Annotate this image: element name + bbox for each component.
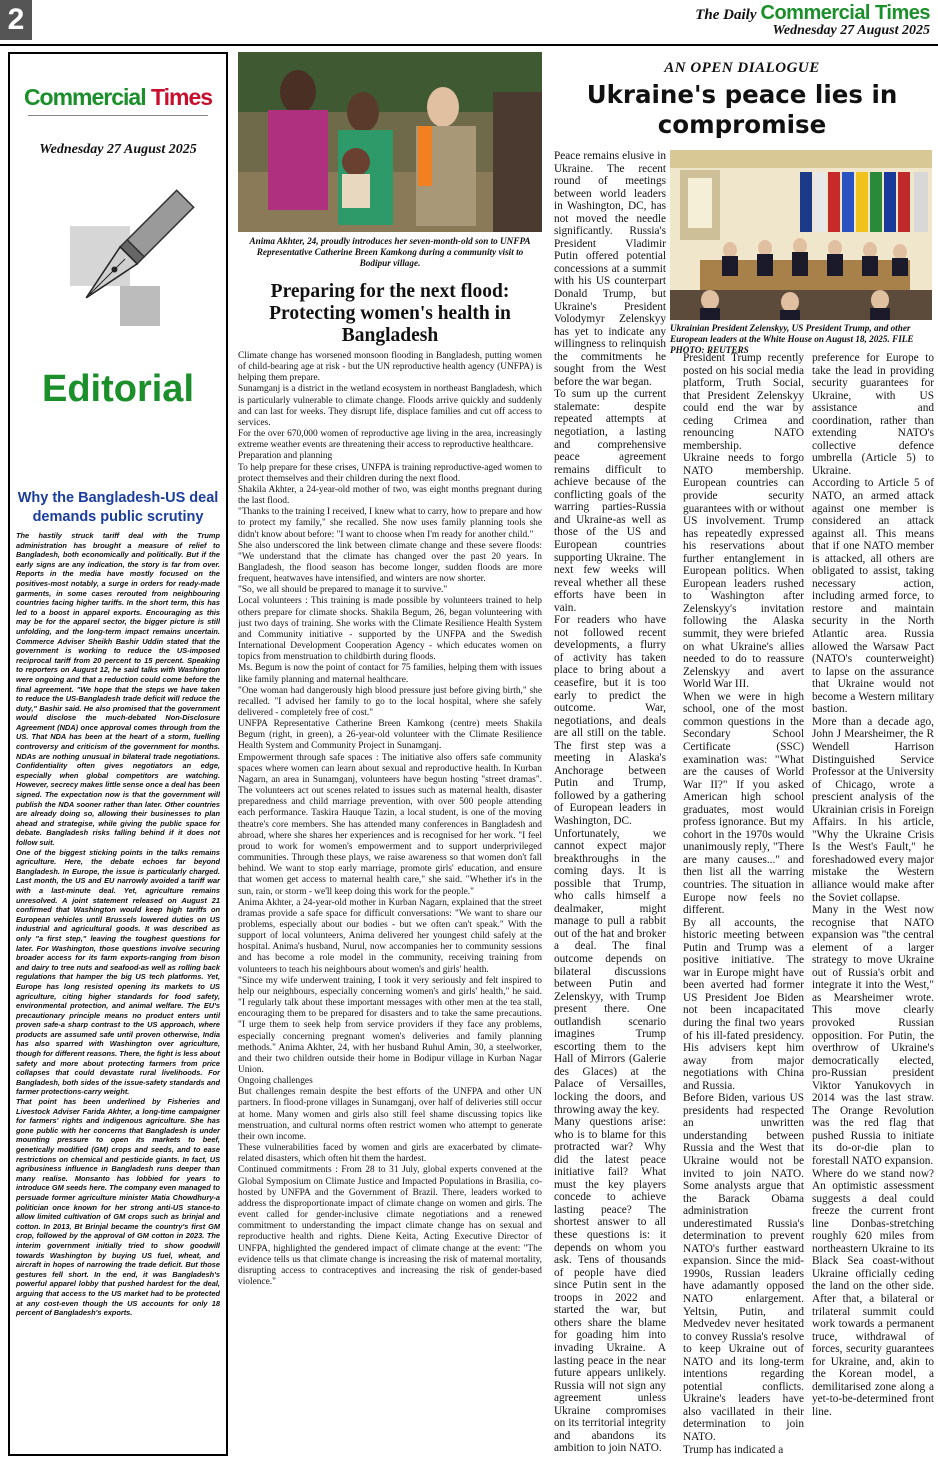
article-paragraph: She also underscored the link between climate change and these severe floods: "We understand that the climate has changed over the past 20 years. In Bangladesh, the flood season has become longer, sudden floods are more frequent, heatwaves have intensified, and winters are now shorter. [238, 540, 542, 585]
ukraine-paragraph: Many in the West now recognise that NATO expansion was "the central element of a larger strategy to move Ukraine out of Russia's orbit and integrate it into the West," as Mearsheimer wrote. This move clearly provoked Russian opposition. For Putin, the overthrow of Ukraine's democratically elected, pro-Russian president Viktor Yanukovych in 2014 was the last straw. The Orange Revolution was the red flag that pushed Russia to initiate its do-or-die plan to forestall NATO expansion. [812, 904, 934, 1167]
masthead-brand: Commercial Times [760, 2, 930, 24]
ukraine-paragraph: By all accounts, the historic meeting between Putin and Trump was a positive initiative. The war in Europe might have been averted had former US President Joe Biden not been incapacitated during the final two years of his ill-fated presidency. His advisers kept him away from major negotiations with China and Russia. [683, 916, 804, 1092]
masthead-date: Wednesday 27 August 2025 [772, 23, 930, 38]
ukraine-paragraph: To sum up the current stalemate: despite repeated attempts at negotiation, a lasting and comprehensive peace agreement remains difficult to achieve because of the conflicting goals of the warring parties-Russia and Ukraine-as well as those of the US and European countries supporting Ukraine. The next few weeks will reveal whether all these efforts have been in vain. [554, 388, 666, 614]
header-rule [0, 44, 938, 46]
ukraine-paragraph: Many questions arise: who is to blame for this protracted war? Why did the latest peace initiative fail? What must the key players concede to achieve lasting peace? The shortest answer to all these questions is: it depends on whom you ask. Tens of thousands of people have died since Putin sent in the troops in 2022 and started the war, but others share the blame for goading him into invading Ukraine. A lasting peace in the near future appears unlikely. Russia will not sign any agreement unless Ukraine compromises on its territorial integrity and abandons its ambition to join NATO. [554, 1116, 666, 1455]
editorial-sidebar [8, 52, 228, 1456]
photo-caption: Anima Akhter, 24, proudly introduces her seven-month-old son to UNFPA Representative Catherine Breen Kamkong during a community visit to Bodipur village. [249, 236, 531, 268]
article-paragraph: UNFPA Representative Catherine Breen Kamkong (centre) meets Shakila Begum (right, in green), a 26-year-old volunteer with the Climate Resilience Health System and Community Project in Sunamganj. [238, 719, 542, 752]
article-paragraph: "So, we all should be prepared to manage it to survive." [238, 585, 448, 596]
ukraine-paragraph: More than a decade ago, John J Mearsheimer, the R Wendell Harrison Distinguished Service Professor at the University of Chicago, wrote a prescient analysis of the Ukrainian crisis in Foreign Affairs. In his article, "Why the Ukraine Crisis Is the West's Fault," he foreshadowed every major mistake the Western alliance would make after the Soviet collapse. [812, 715, 934, 904]
article-photo-white-house [670, 150, 932, 320]
ukraine-headline: Ukraine's peace lies in compromise [586, 80, 898, 139]
section-title: Editorial [41, 368, 195, 410]
article-paragraph: Sunamganj is a district in the wetland ecosystem in northeast Bangladesh, which is particularly vulnerable to climate change. Floods arrive quickly and suddenly and can last for weeks. They disrupt life, displace families and cut off access to services. [238, 384, 542, 428]
editorial-paragraph: That point has been underlined by Fisheries and Livestock Adviser Farida Akhter, a long-time campaigner for farmers' rights and indigenous agriculture. She has gone public with her concerns that Bangladesh is under mounting pressure to open its markets to beef, genetically modified (GM) crops and seeds, and to ease restrictions on chemical and pesticide giants. In fact, US agribusiness influence in Bangladesh runs deeper than many realise. Monsanto has lobbied for years to introduce GM seeds here. The company even managed to persuade former agriculture minister Matia Chowdhury-a politician once known for her strong anti-US stance-to allow limited cultivation of GM crops such as brinjal and cotton. In 2013, Bt Brinjal became the country's first GM crop, followed by the approval of GM cotton in 2023. The interim government initially tried to show goodwill towards Washington by buying US fuel, wheat, and aircraft in hopes of narrowing the trade deficit. But those gestures fell short. In the end, it was Bangladesh's powerful apparel lobby that pushed hardest for the deal, arguing that access to the US market had to be protected at any cost-even though the US accounts for only 18 percent of Bangladesh's exports. [16, 1097, 220, 1318]
ukraine-paragraph: Trump has indicated a [683, 1443, 784, 1456]
ukraine-paragraph: Peace remains elusive in Ukraine. The recent round of meetings between world leaders in Washington, DC, has not moved the needle significantly. Russia's President Vladimir Putin offered potential concessions at a summit with his US counterpart Donald Trump, but Ukraine's President Volodymyr Zelenskyy has yet to indicate any willingness to relinquish the commitments he sought from the West before the war began. [554, 150, 666, 388]
masthead-daily: The Daily [695, 7, 757, 23]
page-number: 2 [0, 0, 32, 40]
article-paragraph: These vulnerabilities faced by women and girls are exacerbated by climate-related disasters, which often hit them the hardest. [238, 1143, 542, 1165]
ukraine-column-2 [683, 352, 804, 1456]
sidebar-logo-rule [28, 115, 208, 116]
editorial-paragraph: One of the biggest sticking points in the talks remains agriculture. Here, the debate echoes far beyond Bangladesh. In Europe, the issue is particularly charged. Last month, the US and EU narrowly avoided a tariff war with a last-minute deal. Yet, agriculture remains unresolved. A joint statement released on August 21 confirmed that Washington would keep high tariffs on European vehicles until Brussels lowered duties on US industrial and agricultural goods. It was described as only "a first step," leaving the toughest questions for later. For Washington, those questions involve securing broader access for its farm exports-ranging from bison and dairy to tree nuts and seafood-as well as rolling back regulations that hamper the big US tech platforms. Yet, Europe has long resisted opening its markets to US agriculture, citing higher standards for food safety, environmental protection, and animal welfare. The EU's precautionary principle means no product enters until proven safe-a sharp contrast to the US approach, where products are assumed safe until proven otherwise, India has also sparred with Washington over agriculture, though for different reasons. There, the fight is less about safety and more about protecting farmers from price collapses that could devastate rural livelihoods. For Bangladesh, both sides of the issue-safety standards and farmer protections-carry weight. [16, 847, 220, 1097]
flood-article [238, 52, 542, 1456]
ukraine-column-3 [812, 352, 934, 1456]
ukraine-column-1 [554, 150, 666, 1456]
article-paragraph: "Since my wife underwent training, I took it very seriously and felt inspired to help our neighbours, especially concerning women's and girls' health," he said. "I regularly talk about these important messages with other men at the tea stall, encouraging them to be prepared for disasters and to take the same precautions. "I urge them to seek help from service providers if they face any problems, especially concerning pregnant women's deliveries and family planning methods." Anima Akhter, 24, with her husband Ruhul Amin, 30, a steelworker, and their two children outside their home in Bodipur village in Kurban Nagar Union. [238, 975, 542, 1075]
ukraine-paragraph: Where do we stand now? An optimistic assessment suggests a deal could freeze the current front line Donbas-stretching roughly 620 miles from northeastern Ukraine to its Black Sea coast-without Ukraine officially ceding the land on the other side. After that, a bilateral or trilateral summit could work towards a permanent truce, withdrawal of forces, security guarantees for Ukraine, and, akin to the Korean model, a demilitarised zone along a yet-to-be-determined front line. [812, 1167, 934, 1418]
article-paragraph: But challenges remain despite the best efforts of the UNFPA and other UN partners. In flood-prone villages in Sunamganj, over half of deliveries still occur at home. Many women and girls also still feel shame discussing topics like menstruation, and cultural norms often restrict women who attempt to generate their own income. [238, 1087, 542, 1142]
sidebar-logo [10, 84, 226, 111]
ukraine-paragraph: When we were in high school, one of the most common questions in the Secondary School Certificate (SSC) examination was: "What are the causes of World War II?" If you asked American high school graduates, most would profess ignorance. But my cohort in the 1970s would unanimously reply, "There are many causes..." and then list all the warring countries. The situation in Europe now feels no different. [683, 690, 804, 917]
article-paragraph: "Thanks to the training I received, I knew what to carry, how to prepare and how to protect my family," she recalled. She now uses family planning tools she didn't know about before: "I want to choose when I'm ready for another child." [238, 507, 542, 540]
article-paragraph: To help prepare for these crises, UNFPA is training reproductive-aged women to protect themselves and their children during the next flood. [238, 462, 542, 484]
ukraine-paragraph: Before Biden, various US presidents had respected an unwritten understanding between Russia and the West that Ukraine would not be invited to join NATO. Some analysts argue that the Barack Obama administration underestimated Russia's determination to prevent NATO's further eastward expansion. Since the mid-1990s, Russian leaders have adamantly opposed NATO enlargement. Yeltsin, Putin, and Medvedev never hesitated to convey Russia's resolve to keep Ukraine out of NATO and its long-term intentions regarding potential conflicts. Ukraine's leaders have also vacillated in their determination to join NATO. [683, 1092, 804, 1444]
masthead [695, 2, 930, 39]
sidebar-logo-red: Times [151, 84, 213, 110]
ukraine-paragraph: preference for Europe to take the lead in providing security guarantees for Ukraine, with US assistance and coordination, rather than extending NATO's collective defence umbrella (Article 5) to Ukraine. [812, 352, 934, 477]
sidebar-logo-green: Commercial [23, 84, 146, 110]
sidebar-date: Wednesday 27 August 2025 [39, 142, 197, 157]
article-paragraph: Empowerment through safe spaces : The initiative also offers safe community spaces where women can learn about sexual and reproductive health. In Kurban Nagarn, an area in Sunamganj, volunteers have begun hosting "street dramas". The volunteers act out scenes related to issues such as maternal health, disaster preparedness and child marriage prevention, with over 500 people attending each performance. Taskira Hauque Tazin, a local student, is one of the moving theatre's core members. She has attended many conferences in Bangladesh and abroad, where she shares her experiences and is recognised for her work. "I feel proud to work for women's empowerment and to support underprivileged communities. Through these plays, we raise awareness so that women don't fall behind. We want to stop early marriage, promote girls' education, and ensure that women get access to maternal health care," she said. "Whether it's in the sun, rain, or storm - we'll keep doing this work for the people." [238, 752, 542, 897]
editorial-headline: Why the Bangladesh-US deal demands public scrutiny [17, 490, 219, 525]
editorial-body [10, 527, 226, 1318]
article-paragraph: Climate change has worsened monsoon flooding in Bangladesh, putting women of child-bearing age at risk - but the UN reproductive health agency (UNFPA) is helping them prepare. [238, 351, 542, 384]
article-paragraph: "One woman had dangerously high blood pressure just before giving birth," she recalled. "I advised her family to go to the local hospital, where she safely delivered - completely free of cost." [238, 685, 542, 718]
article-kicker: AN OPEN DIALOGUE [664, 60, 820, 76]
ukraine-paragraph: For readers who have not followed recent developments, a flurry of activity has taken place to bring about a ceasefire, but it is too early to predict the outcome. War, negotiations, and deals are all still on the table. The first step was a meeting in Alaska's Anchorage between Putin and Trump, followed by a gathering of European leaders in Washington, DC. [554, 614, 666, 827]
article-subhead: Ongoing challenges [238, 1076, 313, 1087]
article-headline: Preparing for the next flood: Protecting women's health in Bangladesh [269, 281, 511, 346]
article-paragraph: Shakila Akhter, a 24-year-old mother of two, was eight months pregnant during the last flood. [238, 484, 542, 507]
photo-caption-white-house: Ukrainian President Zelenskyy, US President Trump, and other European leaders at the White House on August 18, 2025. FILE PHOTO: REUTERS [670, 323, 914, 355]
article-body [238, 351, 542, 1288]
article-paragraph: Anima Akhter, a 24-year-old mother in Kurban Nagarn, explained that the street dramas provide a safe space for difficult conversations: "We want to share our problems, especially about our bodies - but we often can't speak." With the support of local volunteers, Anima delivered her youngest child safely at the hospital. Anima's husband, Nurul, now accompanies her to community sessions and has become a role model in the community, receiving training from volunteers to teach his neighbours about women's and girls' health. [238, 897, 542, 975]
ukraine-paragraph: Unfortunately, we cannot expect major breakthroughs in the coming days. It is possible that Trump, who calls himself a dealmaker, might manage to pull a rabbit out of the hat and broker a deal. The final outcome depends on bilateral discussions between Putin and Zelenskyy, with Trump present there. One outlandish scenario imagines Trump escorting them to the Hall of Mirrors (Galerie des Glaces) at the Palace of Versailles, locking the doors, and throwing away the key. [554, 827, 666, 1116]
article-paragraph: For the over 670,000 women of reproductive age living in the area, increasingly extreme weather events are threatening their access to reproductive healthcare. [238, 429, 542, 451]
pen-nib-icon [10, 166, 226, 366]
ukraine-paragraph: President Trump recently posted on his social media platform, Truth Social, that President Zelenskyy could end the war by ceding Crimea and renouncing NATO membership. [683, 352, 804, 452]
article-photo-women [238, 52, 542, 232]
article-subhead: Preparation and planning [238, 451, 333, 462]
article-paragraph: Continued commitments : From 28 to 31 July, global experts convened at the Global Symposium on Climate Justice and Impacted Populations in Brasilia, co-hosted by UNFPA and the Government of Brazil. There, leaders worked to address the disproportionate impact of climate change on women and girls. The event called for gender-inclusive climate negotiations and a renewed commitment to understanding the impact climate change has on sexual and reproductive health and rights. Diene Keita, Acting Executive Director of UNFPA, highlighted the gendered impact of climate change at the event: "The evidence tells us that climate change is increasing the risk of maternal mortality, disrupting access to contraceptives and increasing the risk of gender-based violence." [238, 1165, 542, 1287]
article-paragraph: Ms. Begum is now the point of contact for 75 families, helping them with issues like family planning and maternal healthcare. [238, 663, 542, 685]
ukraine-paragraph: Ukraine needs to forgo NATO membership. European countries can provide security guarantees with or without US involvement. Trump has repeatedly expressed his reservations about further entanglement in European politics. When European leaders rushed to Washington after Zelenskyy's invitation following the Alaska summit, they were briefed on what Ukraine's allies needed to do to reassure Zelenskyy and avert World War III. [683, 452, 804, 691]
ukraine-paragraph: According to Article 5 of NATO, an armed attack against one member is considered an attack against all. This means that if one NATO member is attacked, all others are obligated to assist, taking necessary action, including armed force, to restore and maintain security in the North Atlantic area. Russia allowed the Warsaw Pact (NATO's counterweight) to lapse on the assurance that Ukraine would not become a Western military bastion. [812, 477, 934, 716]
article-paragraph: Local volunteers : This training is made possible by volunteers trained to help others prepare for climate shocks. Shakila Begum, 26, began volunteering with just two days of training. She works with the Climate Resilience Health System and Community initiative - supported by the UNFPA and the Swedish International Development Cooperation Agency - which educates women on topics from menstruation to childbirth during floods. [238, 596, 542, 663]
editorial-paragraph: The hastily struck tariff deal with the Trump administration has brought a measure of relief to Bangladesh, both economically and politically. But if the early signs are any indication, the story is far from over. Reports in the media have mostly focused on the positives-most notably, a surge in orders for ready-made garments, in some cases rerouted from neighbouring countries facing higher tariffs. In the short term, this has led to a boost in apparel exports. Encouraging as this may be for the apparel sector, the bigger picture is still unfolding, and the long-term impact remains uncertain. Commerce Adviser Sheikh Bashir Uddin stated that the government is working to reduce the US-imposed reciprocal tariff from 20 percent to 15 percent. Speaking to reporters on August 12, he said talks with Washington were ongoing and that a reduction could come before the final agreement. "We hope that the steps we have taken to reduce the US-Bangladesh trade deficit will reduce the duty," Bashir said. He also promised that the government would disclose the much-debated Non-Disclosure Agreement (NDA) once approval comes through from the US. That NDA has been at the heart of a storm, fuelling controversy and criticism of the government for months. NDAs are nothing unusual in bilateral trade negotiations. Confidentiality often gives negotiators an edge, especially when global competitors are watching. However, secrecy makes little sense once a deal has been signed. The expectation now is that the government will publish the NDA sooner rather than later. Other countries are already doing so, allowing their businesses to plan ahead and strategise, while giving the public space for debate. Bangladesh risks falling behind if it does not follow suit. [16, 531, 220, 847]
